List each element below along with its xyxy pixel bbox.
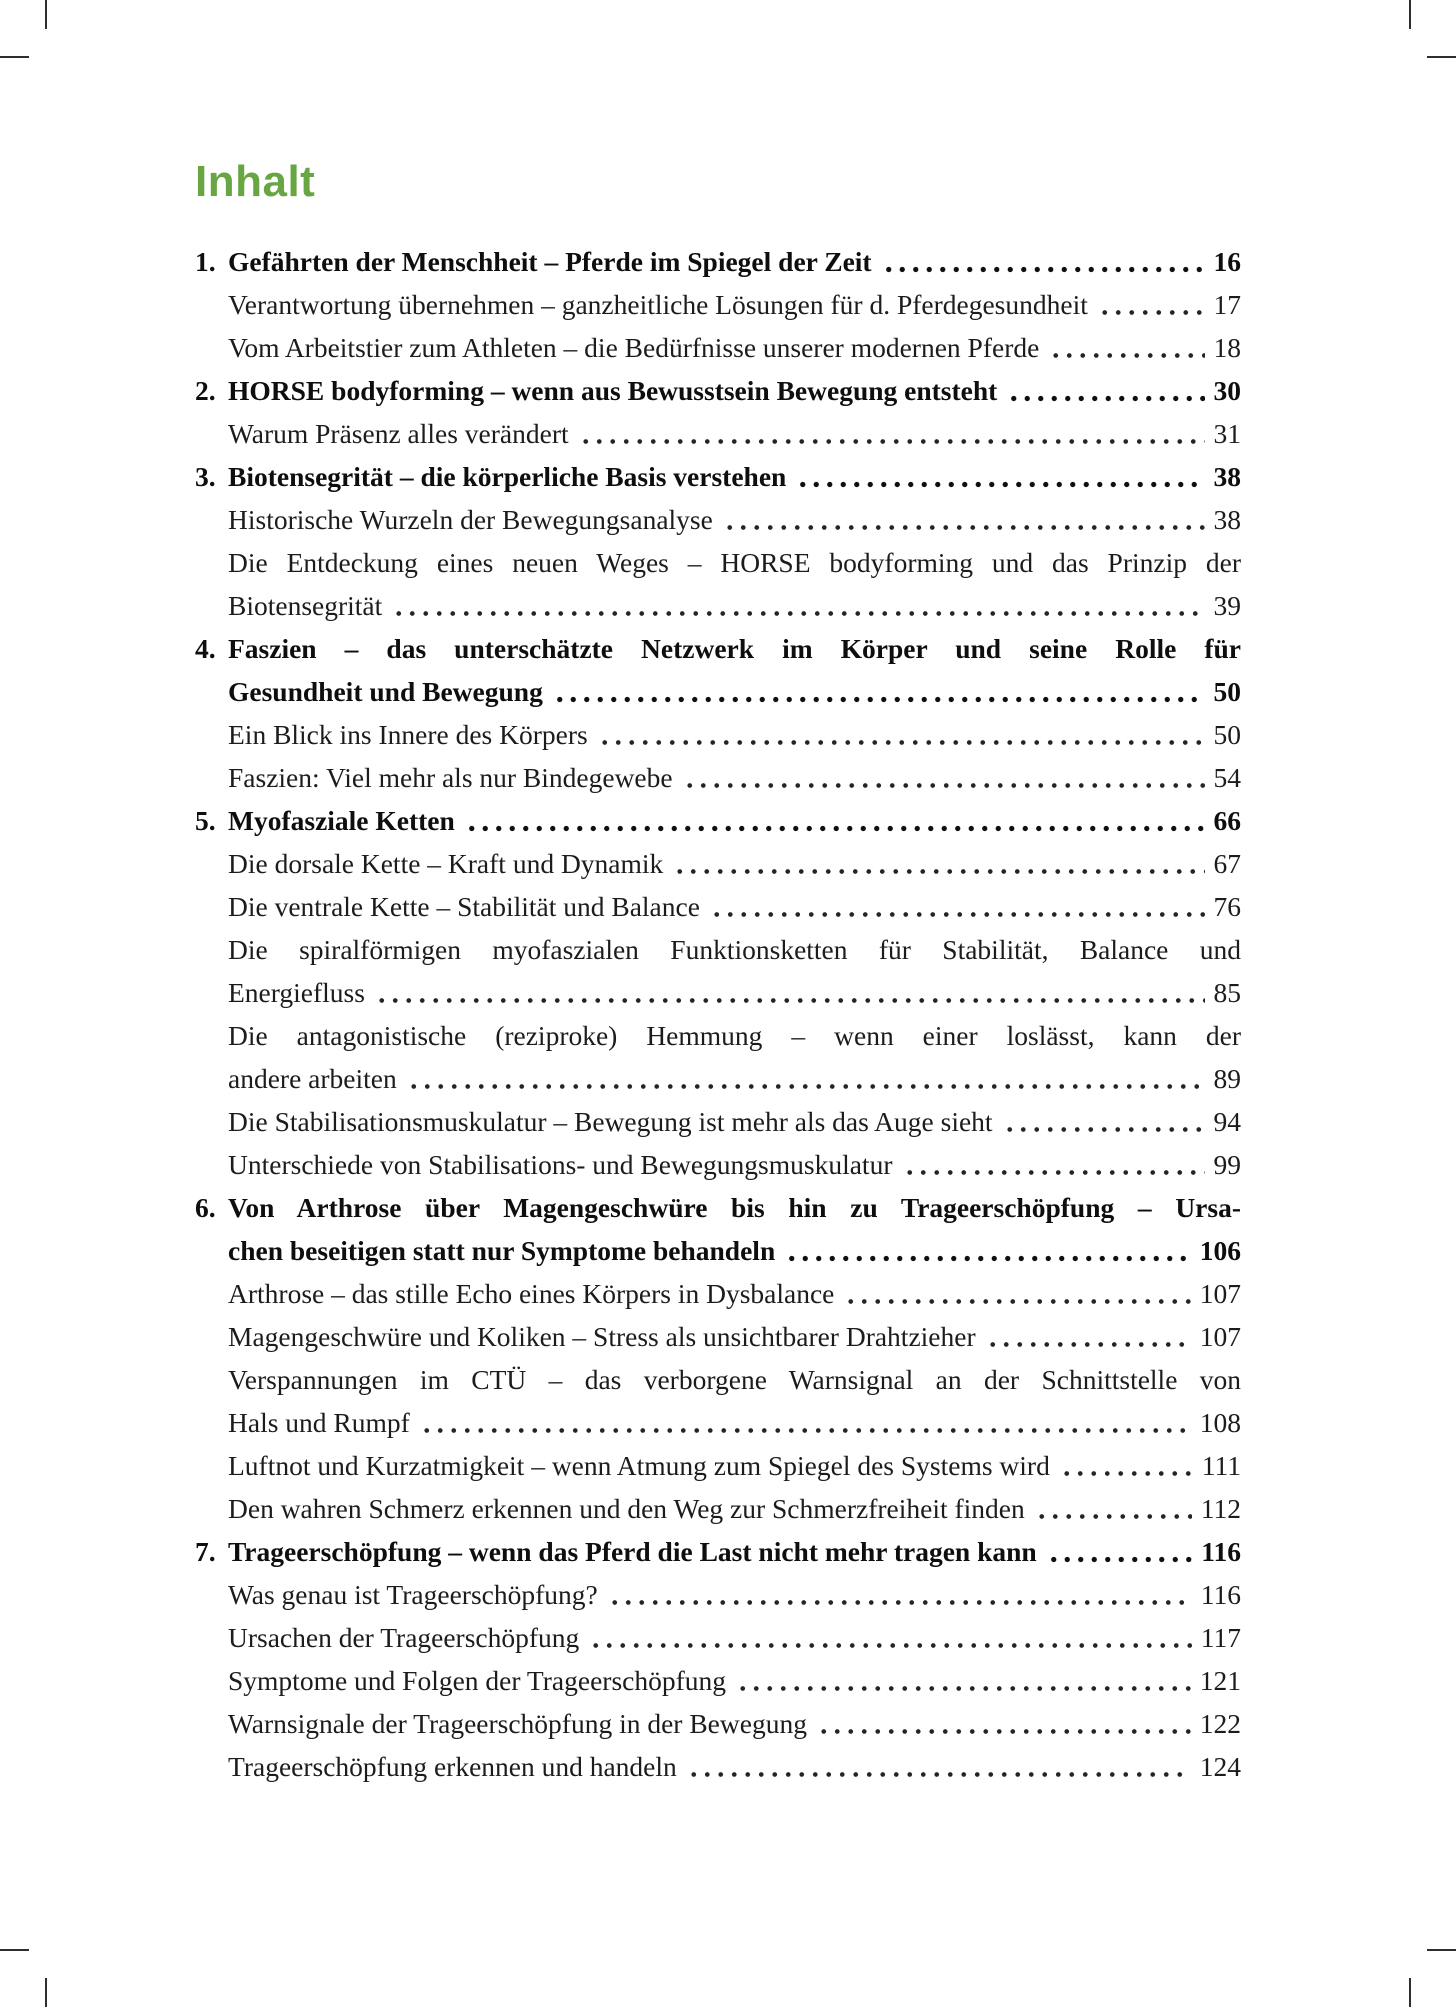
- toc-row: [195, 1616, 1241, 1659]
- entry-title: Was genau ist Trageerschöpfung?: [228, 1579, 598, 1611]
- dot-leader: [417, 1401, 1191, 1444]
- toc-row: [195, 713, 1241, 756]
- dot-leader: [900, 1143, 1205, 1186]
- page-number: 89: [1213, 1063, 1241, 1095]
- dot-leader: [372, 971, 1205, 1014]
- toc-row: [195, 1573, 1241, 1616]
- entry-title: andere arbeiten: [228, 1063, 397, 1095]
- dot-leader: [389, 584, 1204, 627]
- toc-row: [195, 283, 1241, 326]
- toc-row: [195, 1401, 1241, 1444]
- entry-title: Myofasziale Ketten: [228, 805, 455, 837]
- dot-leader: [1046, 326, 1204, 369]
- entry-title: Trageerschöpfung – wenn das Pferd die Last nicht mehr tragen kann: [228, 1536, 1037, 1568]
- dot-leader: [586, 1616, 1191, 1659]
- dot-leader: [720, 498, 1205, 541]
- entry-title: Energiefluss: [228, 977, 365, 1009]
- toc-row: [195, 627, 1241, 670]
- page-number: 122: [1199, 1708, 1241, 1740]
- toc-row: [195, 1444, 1241, 1487]
- toc-row: [195, 326, 1241, 369]
- entry-title: Luftnot und Kurzatmigkeit – wenn Atmung zum Spiegel des Systems wird: [228, 1450, 1050, 1482]
- page-number: 50: [1213, 676, 1241, 708]
- entry-title: Die antagonistische (reziproke) Hemmung – wenn einer loslässt, kann der: [228, 1020, 1241, 1052]
- dot-leader: [1095, 283, 1205, 326]
- dot-leader: [879, 240, 1205, 283]
- toc-row: [195, 541, 1241, 584]
- page-number: 111: [1201, 1450, 1241, 1482]
- toc-row: [195, 412, 1241, 455]
- toc-row: [195, 1702, 1241, 1745]
- dot-leader: [595, 713, 1205, 756]
- crop-mark-top-right-vertical: [1409, 0, 1411, 29]
- dot-leader: [462, 799, 1205, 842]
- entry-title: Warum Präsenz alles verändert: [228, 418, 569, 450]
- entry-title: Faszien – das unterschätzte Netzwerk im Körper und seine Rolle für: [228, 633, 1241, 665]
- page-number: 121: [1199, 1665, 1241, 1697]
- page-number: 16: [1213, 246, 1241, 278]
- toc-row: [195, 1143, 1241, 1186]
- toc-row: [195, 1358, 1241, 1401]
- toc-row: [195, 1659, 1241, 1702]
- entry-title: Ursachen der Trageerschöpfung: [228, 1622, 580, 1654]
- dot-leader: [793, 455, 1204, 498]
- chapter-number: 4.: [195, 633, 216, 665]
- toc-row: [195, 670, 1241, 713]
- dot-leader: [684, 1745, 1191, 1788]
- toc-row: [195, 1057, 1241, 1100]
- page-number: 107: [1199, 1278, 1241, 1310]
- page-number: 66: [1213, 805, 1241, 837]
- chapter-number: 3.: [195, 461, 216, 493]
- entry-title: Biotensegrität: [228, 590, 383, 622]
- toc-row: [195, 369, 1241, 412]
- entry-title: Den wahren Schmerz erkennen und den Weg zur Schmerzfreiheit finden: [228, 1493, 1025, 1525]
- dot-leader: [1057, 1444, 1193, 1487]
- dot-leader: [814, 1702, 1191, 1745]
- page-number: 67: [1213, 848, 1241, 880]
- page-number: 117: [1200, 1622, 1241, 1654]
- chapter-number: 7.: [195, 1536, 216, 1568]
- toc-content: [195, 158, 1241, 1788]
- page-number: 31: [1213, 418, 1241, 450]
- page-number: 99: [1213, 1149, 1241, 1181]
- page-number: 38: [1213, 504, 1241, 536]
- dot-leader: [680, 756, 1205, 799]
- dot-leader: [782, 1229, 1191, 1272]
- toc-row: [195, 971, 1241, 1014]
- page-number: 50: [1213, 719, 1241, 751]
- dot-leader: [1032, 1487, 1192, 1530]
- dot-leader: [733, 1659, 1191, 1702]
- page-number: 54: [1213, 762, 1241, 794]
- toc-row: [195, 1487, 1241, 1530]
- entry-title: Die spiralförmigen myofaszialen Funktionsketten für Stabilität, Balance und: [228, 934, 1241, 966]
- entry-title: Von Arthrose über Magengeschwüre bis hin zu Trageerschöpfung – Ursa-: [228, 1192, 1241, 1224]
- toc-row: [195, 885, 1241, 928]
- toc-row: [195, 1315, 1241, 1358]
- entry-title: Verspannungen im CTÜ – das verborgene Warnsignal an der Schnittstelle von: [228, 1364, 1241, 1396]
- dot-leader: [707, 885, 1205, 928]
- entry-title: Biotensegrität – die körperliche Basis verstehen: [228, 461, 787, 493]
- entry-title: Unterschiede von Stabilisations- und Bewegungsmuskulatur: [228, 1149, 893, 1181]
- toc-row: [195, 1014, 1241, 1057]
- dot-leader: [670, 842, 1204, 885]
- toc-row: [195, 1272, 1241, 1315]
- page-number: 106: [1199, 1235, 1241, 1267]
- toc-row: [195, 756, 1241, 799]
- toc-row: [195, 799, 1241, 842]
- page-number: 112: [1200, 1493, 1241, 1525]
- table-of-contents: [195, 240, 1241, 1788]
- page-number: 116: [1201, 1536, 1241, 1568]
- chapter-number: 2.: [195, 375, 216, 407]
- entry-title: Vom Arbeitstier zum Athleten – die Bedürfnisse unserer modernen Pferde: [228, 332, 1040, 364]
- page-number: 116: [1200, 1579, 1241, 1611]
- page-number: 107: [1199, 1321, 1241, 1353]
- page-number: 17: [1213, 289, 1241, 321]
- dot-leader: [605, 1573, 1192, 1616]
- entry-title: Faszien: Viel mehr als nur Bindegewebe: [228, 762, 673, 794]
- crop-mark-bottom-right-vertical: [1409, 1978, 1411, 2007]
- crop-mark-bottom-left-horizontal: [0, 1949, 29, 1951]
- entry-title: Trageerschöpfung erkennen und handeln: [228, 1751, 677, 1783]
- toc-row: [195, 842, 1241, 885]
- page-number: 124: [1199, 1751, 1241, 1783]
- page-number: 85: [1213, 977, 1241, 1009]
- entry-title: Die ventrale Kette – Stabilität und Balance: [228, 891, 700, 923]
- entry-title: Symptome und Folgen der Trageerschöpfung: [228, 1665, 727, 1697]
- toc-row: [195, 928, 1241, 971]
- entry-title: Historische Wurzeln der Bewegungsanalyse: [228, 504, 713, 536]
- chapter-number: 6.: [195, 1192, 216, 1224]
- dot-leader: [550, 670, 1205, 713]
- crop-mark-top-left-vertical: [45, 0, 47, 29]
- entry-title: Ein Blick ins Innere des Körpers: [228, 719, 588, 751]
- entry-title: Die dorsale Kette – Kraft und Dynamik: [228, 848, 664, 880]
- toc-row: [195, 1745, 1241, 1788]
- toc-row: [195, 498, 1241, 541]
- page-number: 76: [1213, 891, 1241, 923]
- entry-title: Die Stabilisationsmuskulatur – Bewegung ist mehr als das Auge sieht: [228, 1106, 993, 1138]
- page-number: 39: [1213, 590, 1241, 622]
- toc-row: [195, 455, 1241, 498]
- entry-title: chen beseitigen statt nur Symptome behandeln: [228, 1235, 776, 1267]
- entry-title: Gesundheit und Bewegung: [228, 676, 543, 708]
- toc-row: [195, 1530, 1241, 1573]
- entry-title: HORSE bodyforming – wenn aus Bewusstsein Bewegung entsteht: [228, 375, 998, 407]
- entry-title: Magengeschwüre und Koliken – Stress als unsichtbarer Drahtzieher: [228, 1321, 976, 1353]
- toc-row: [195, 240, 1241, 283]
- page-number: 94: [1213, 1106, 1241, 1138]
- dot-leader: [1000, 1100, 1205, 1143]
- dot-leader: [1044, 1530, 1193, 1573]
- dot-leader: [404, 1057, 1205, 1100]
- entry-title: Verantwortung übernehmen – ganzheitliche Lösungen für d. Pferdegesundheit: [228, 289, 1088, 321]
- page-number: 30: [1213, 375, 1241, 407]
- entry-title: Die Entdeckung eines neuen Weges – HORSE bodyforming und das Prinzip der: [228, 547, 1241, 579]
- entry-title: Arthrose – das stille Echo eines Körpers in Dysbalance: [228, 1278, 835, 1310]
- toc-row: [195, 1229, 1241, 1272]
- chapter-number: 5.: [195, 805, 216, 837]
- crop-mark-bottom-left-vertical: [45, 1978, 47, 2007]
- dot-leader: [1004, 369, 1204, 412]
- page-number: 108: [1199, 1407, 1241, 1439]
- page-number: 38: [1213, 461, 1241, 493]
- dot-leader: [841, 1272, 1190, 1315]
- chapter-number: 1.: [195, 246, 216, 278]
- crop-mark-top-right-horizontal: [1427, 56, 1456, 58]
- crop-mark-top-left-horizontal: [0, 56, 29, 58]
- entry-title: Hals und Rumpf: [228, 1407, 410, 1439]
- toc-row: [195, 1186, 1241, 1229]
- dot-leader: [983, 1315, 1191, 1358]
- page-number: 18: [1213, 332, 1241, 364]
- entry-title: Warnsignale der Trageerschöpfung in der Bewegung: [228, 1708, 807, 1740]
- crop-mark-bottom-right-horizontal: [1427, 1949, 1456, 1951]
- toc-row: [195, 1100, 1241, 1143]
- toc-row: [195, 584, 1241, 627]
- entry-title: Gefährten der Menschheit – Pferde im Spiegel der Zeit: [228, 246, 872, 278]
- dot-leader: [576, 412, 1205, 455]
- page-title: Inhalt: [195, 157, 316, 206]
